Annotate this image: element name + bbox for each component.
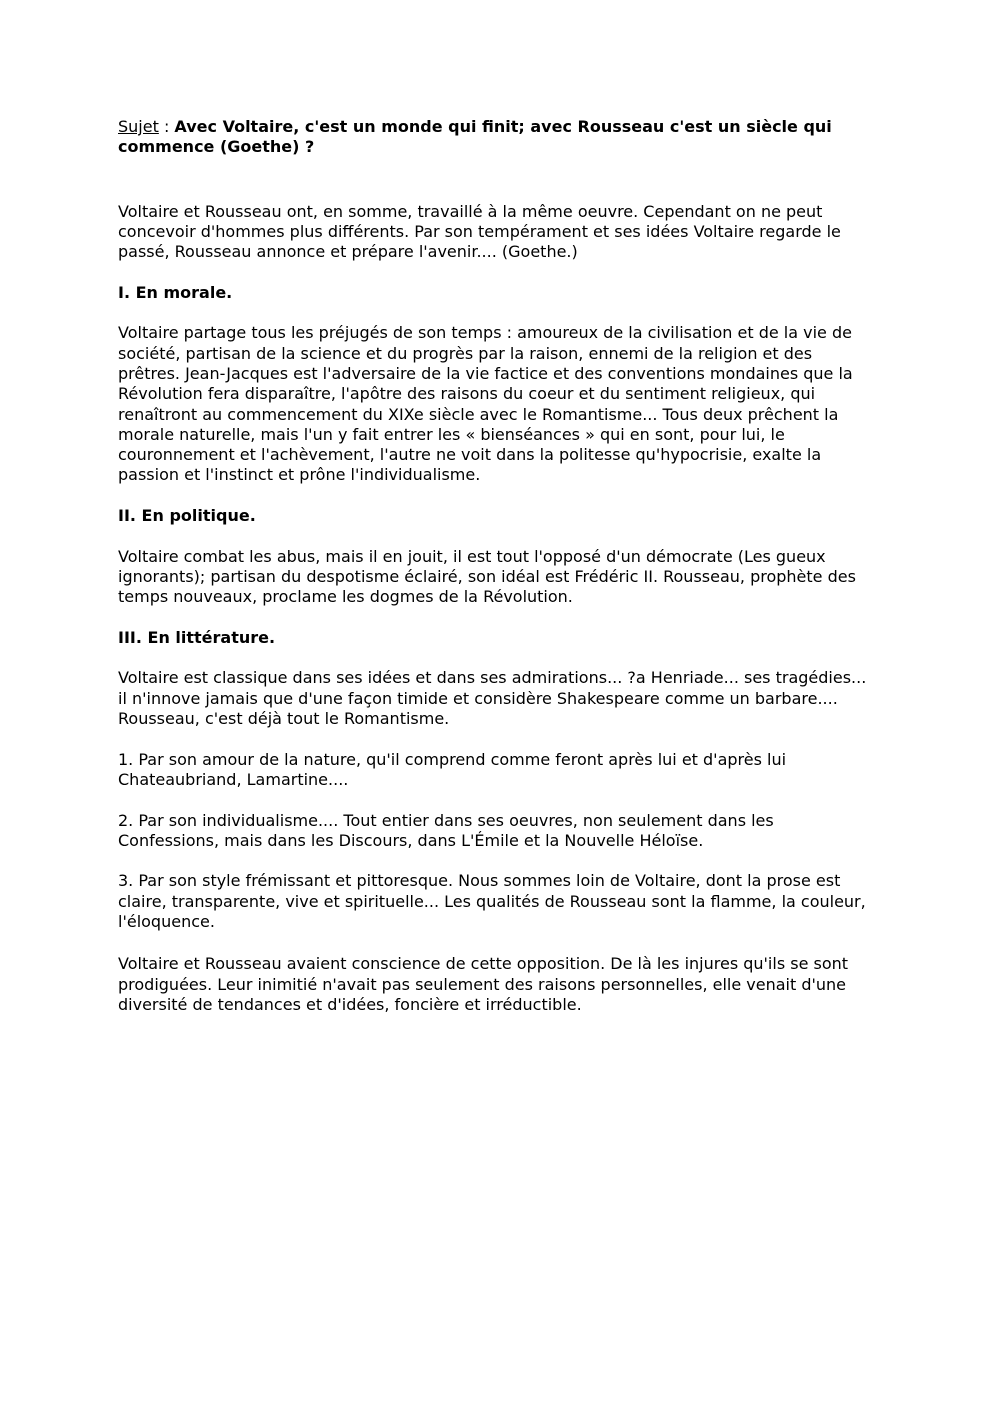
subject-title: Avec Voltaire, c'est un monde qui finit; avec Rousseau c'est un siècle qui commence (Goethe) ? [118,117,832,157]
section-heading-morale: I. En morale. [118,282,233,302]
subject-label: Sujet [118,117,159,136]
conclusion-paragraph: Voltaire et Rousseau avaient conscience de cette opposition. De là les injures qu'ils se sont prodiguées. Leur inimitié n'avait pas seulement des raisons personnelles, elle venait d'une diversité de tendances et d'idées, foncière et irréductible. [118,954,849,1014]
subject-separator: : [158,117,175,136]
section-heading-politique: II. En politique. [118,506,256,526]
section-heading-litterature: III. En littérature. [118,627,276,647]
list-item-style: 3. Par son style frémissant et pittoresque. Nous sommes loin de Voltaire, dont la prose est claire, transparente, vive et spirituelle... Les qualités de Rousseau sont la flamme, la couleur, l'éloquence. [118,871,866,931]
paragraph-politique: Voltaire combat les abus, mais il en jouit, il est tout l'opposé d'un démocrate (Les gueux ignorants); partisan du despotisme éclairé, son idéal est Frédéric II. Rousseau, prophète des temps nouveaux, proclame les dogmes de la Révolution. [118,546,856,607]
document-page [118,117,876,1035]
paragraph-morale: Voltaire partage tous les préjugés de son temps : amoureux de la civilisation et de la vie de société, partisan de la science et du progrès par la raison, ennemi de la religion et des prêtres. Jean-Jacques est l'adversaire de la vie factice et des conventions mondaines que la Révolution fera disparaître, l'apôtre des raisons du coeur et du sentiment religieux, qui renaîtront au commencement du XIXe siècle avec le Romantisme... Tous deux prêchent la morale naturelle, mais l'un y fait entrer les « bienséances » qui en sont, pour lui, le couronnement et l'achèvement, l'autre ne voit dans la politesse qu'hypocrisie, exalte la passion et l'instinct et prône l'individualisme. [118,323,853,485]
list-item-individualisme: 2. Par son individualisme.... Tout entier dans ses oeuvres, non seulement dans les Confessions, mais dans les Discours, dans L'Émile et la Nouvelle Héloïse. [118,810,774,850]
paragraph-litterature-intro: Voltaire est classique dans ses idées et dans ses admirations... ?a Henriade... ses tragédies... il n'innove jamais que d'une façon timide et considère Shakespeare comme un barbare.... Rousseau, c'est déjà tout le Romantisme. [118,668,867,729]
subject-line [118,117,876,158]
intro-paragraph: Voltaire et Rousseau ont, en somme, travaillé à la même oeuvre. Cependant on ne peut concevoir d'hommes plus différents. Par son tempérament et ses idées Voltaire regarde le passé, Rousseau annonce et prépare l'avenir.... (Goethe.) [118,201,841,262]
list-item-nature: 1. Par son amour de la nature, qu'il comprend comme feront après lui et d'après lui Chateaubriand, Lamartine.... [118,749,787,789]
